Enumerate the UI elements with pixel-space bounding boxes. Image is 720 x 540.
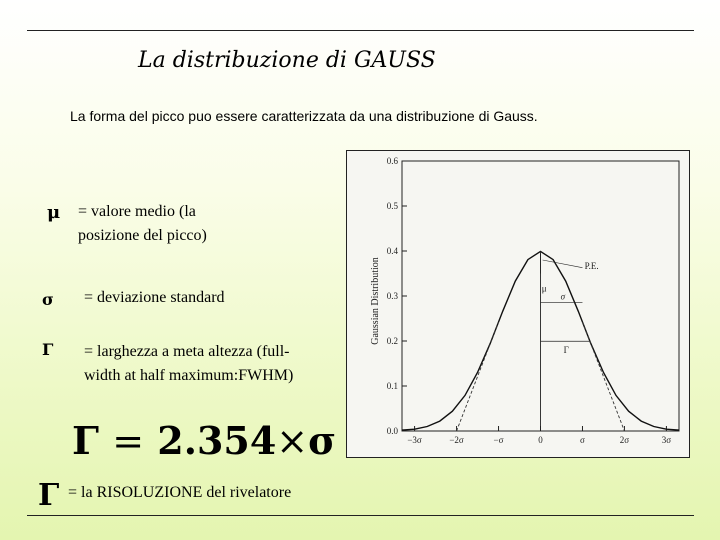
resolution-gamma-symbol: Γ (38, 478, 60, 513)
gamma-label: Γ (563, 345, 569, 356)
tangent-line (582, 322, 624, 431)
slide-subtitle: La forma del picco puo essere caratterizzata da una distribuzione di Gauss. (70, 108, 538, 124)
pe-leader (543, 260, 583, 268)
formula-sigma: σ (308, 418, 337, 463)
x-tick-label: 2σ (619, 435, 630, 445)
bottom-rule (27, 515, 694, 516)
formula-equals: = (112, 419, 145, 463)
sigma-definition: = deviazione standard (84, 289, 225, 306)
fwhm-formula (72, 418, 336, 463)
y-tick-label: 0.0 (386, 426, 398, 436)
gamma-definition-line1: = larghezza a meta altezza (full- (84, 343, 290, 360)
gamma-symbol: Γ (42, 340, 54, 359)
formula-times: × (276, 419, 309, 463)
formula-value: 2.354 (157, 418, 277, 463)
x-tick-label: σ (580, 435, 585, 445)
y-tick-label: 0.4 (386, 246, 398, 256)
gaussian-plot (347, 151, 689, 457)
y-axis-label: Gaussian Distribution (370, 257, 381, 345)
slide-title: La distribuzione di GAUSS (138, 48, 436, 73)
gamma-definition (84, 340, 293, 388)
x-tick-label: −2σ (449, 435, 464, 445)
y-tick-label: 0.5 (386, 201, 398, 211)
y-tick-label: 0.1 (386, 381, 398, 391)
formula-gamma: Γ (72, 418, 99, 463)
gaussian-figure (346, 150, 690, 458)
x-tick-label: −σ (493, 435, 504, 445)
x-tick-label: 0 (538, 435, 543, 445)
resolution-text: = la RISOLUZIONE del rivelatore (68, 484, 292, 501)
mu-symbol: μ (47, 202, 61, 223)
x-tick-label: −3σ (407, 435, 422, 445)
x-tick-label: 3σ (661, 435, 672, 445)
mu-definition (78, 200, 207, 248)
mu-definition-line2: posizione del picco) (78, 227, 207, 244)
sigma-label: σ (560, 291, 566, 302)
y-tick-label: 0.3 (386, 291, 398, 301)
top-rule (27, 30, 694, 31)
sigma-symbol: σ (42, 290, 54, 309)
pe-label: P.E. (584, 261, 599, 271)
y-tick-label: 0.2 (386, 336, 398, 346)
mu-label: μ (541, 283, 547, 294)
y-tick-label: 0.6 (386, 156, 398, 166)
mu-definition-line1: = valore medio (la (78, 203, 196, 220)
gamma-definition-line2: width at half maximum:FWHM) (84, 367, 294, 384)
